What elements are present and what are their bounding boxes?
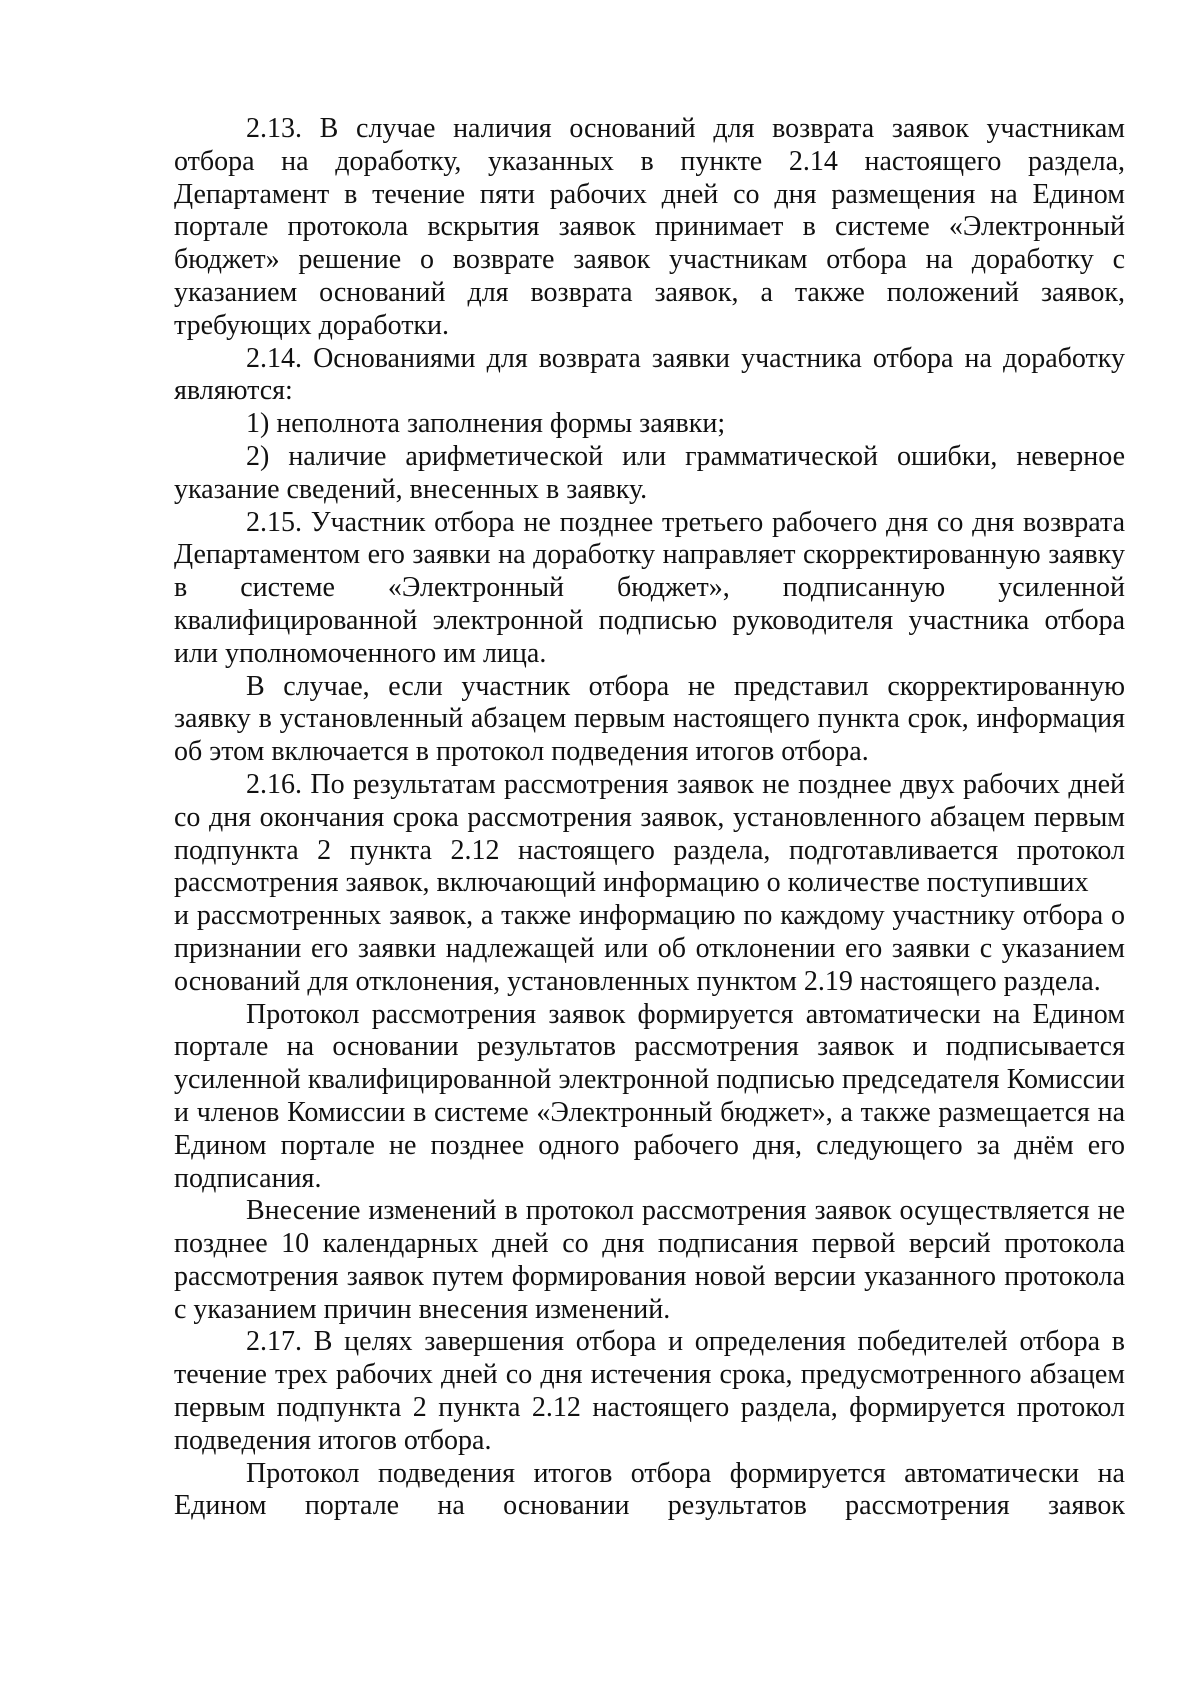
paragraph-2-15-second: В случае, если участник отбора не представил скорректированную заявку в установленный абзацем первым настоящего пункта срок, информация об этом включается в протокол подведения итогов отбора. [174,670,1125,768]
paragraph-2-17: 2.17. В целях завершения отбора и определения победителей отбора в течение трех рабочих дней со дня истечения срока, предусмотренного абзацем первым подпункта 2 пункта 2.12 настоящего раздела, формируется протокол подведения итогов отбора. [174,1326,1125,1456]
paragraph-2-16-third: Внесение изменений в протокол рассмотрения заявок осуществляется не позднее 10 календарных дней со дня подписания первой версий протокола рассмотрения заявок путем формирования новой версии указанного протокола с указанием причин внесения изменений. [174,1195,1125,1325]
paragraph-2-14: 2.14. Основаниями для возврата заявки участника отбора на доработку являются: [174,342,1125,407]
list-item-2: 2) наличие арифметической или грамматической ошибки, неверное указание сведений, внесенных в заявку. [174,440,1125,505]
paragraph-2-17-second: Протокол подведения итогов отбора формируется автоматически на Едином портале на основании результатов рассмотрения заявок [174,1457,1125,1522]
paragraph-2-16-continuation: и рассмотренных заявок, а также информацию по каждому участнику отбора о признании его заявки надлежащей или об отклонении его заявки с указанием оснований для отклонения, установленных пунктом 2.19 настоящего раздела. [174,900,1125,997]
paragraph-2-13: 2.13. В случае наличия оснований для возврата заявок участникам отбора на доработку, указанных в пункте 2.14 настоящего раздела, Департамент в течение пяти рабочих дней со дня размещения на Едином портале протокола вскрытия заявок принимает в системе «Электронный бюджет» решение о возврате заявок участникам отбора на доработку с указанием оснований для возврата заявок, а также положений заявок, требующих доработки. [174,113,1125,341]
paragraph-2-15: 2.15. Участник отбора не позднее третьего рабочего дня со дня возврата Департаментом его заявки на доработку направляет скорректированную заявку в системе «Электронный бюджет», подписанную усиленной квалифицированной электронной подписью руководителя участника отбора или уполномоченного им лица. [174,506,1125,669]
paragraph-2-16-second: Протокол рассмотрения заявок формируется автоматически на Едином портале на основании результатов рассмотрения заявок и подписывается усиленной квалифицированной электронной подписью председателя Комиссии и членов Комиссии в системе «Электронный бюджет», а также размещается на Едином портале не позднее одного рабочего дня, следующего за днём его подписания. [174,998,1125,1194]
document-body [174,113,1125,1523]
paragraph-2-16: 2.16. По результатам рассмотрения заявок не позднее двух рабочих дней со дня окончания срока рассмотрения заявок, установленного абзацем первым подпункта 2 пункта 2.12 настоящего раздела, подготавливается протокол рассмотрения заявок, включающий информацию о количестве поступивших [174,768,1125,899]
list-item-1: 1) неполнота заполнения формы заявки; [246,408,726,440]
